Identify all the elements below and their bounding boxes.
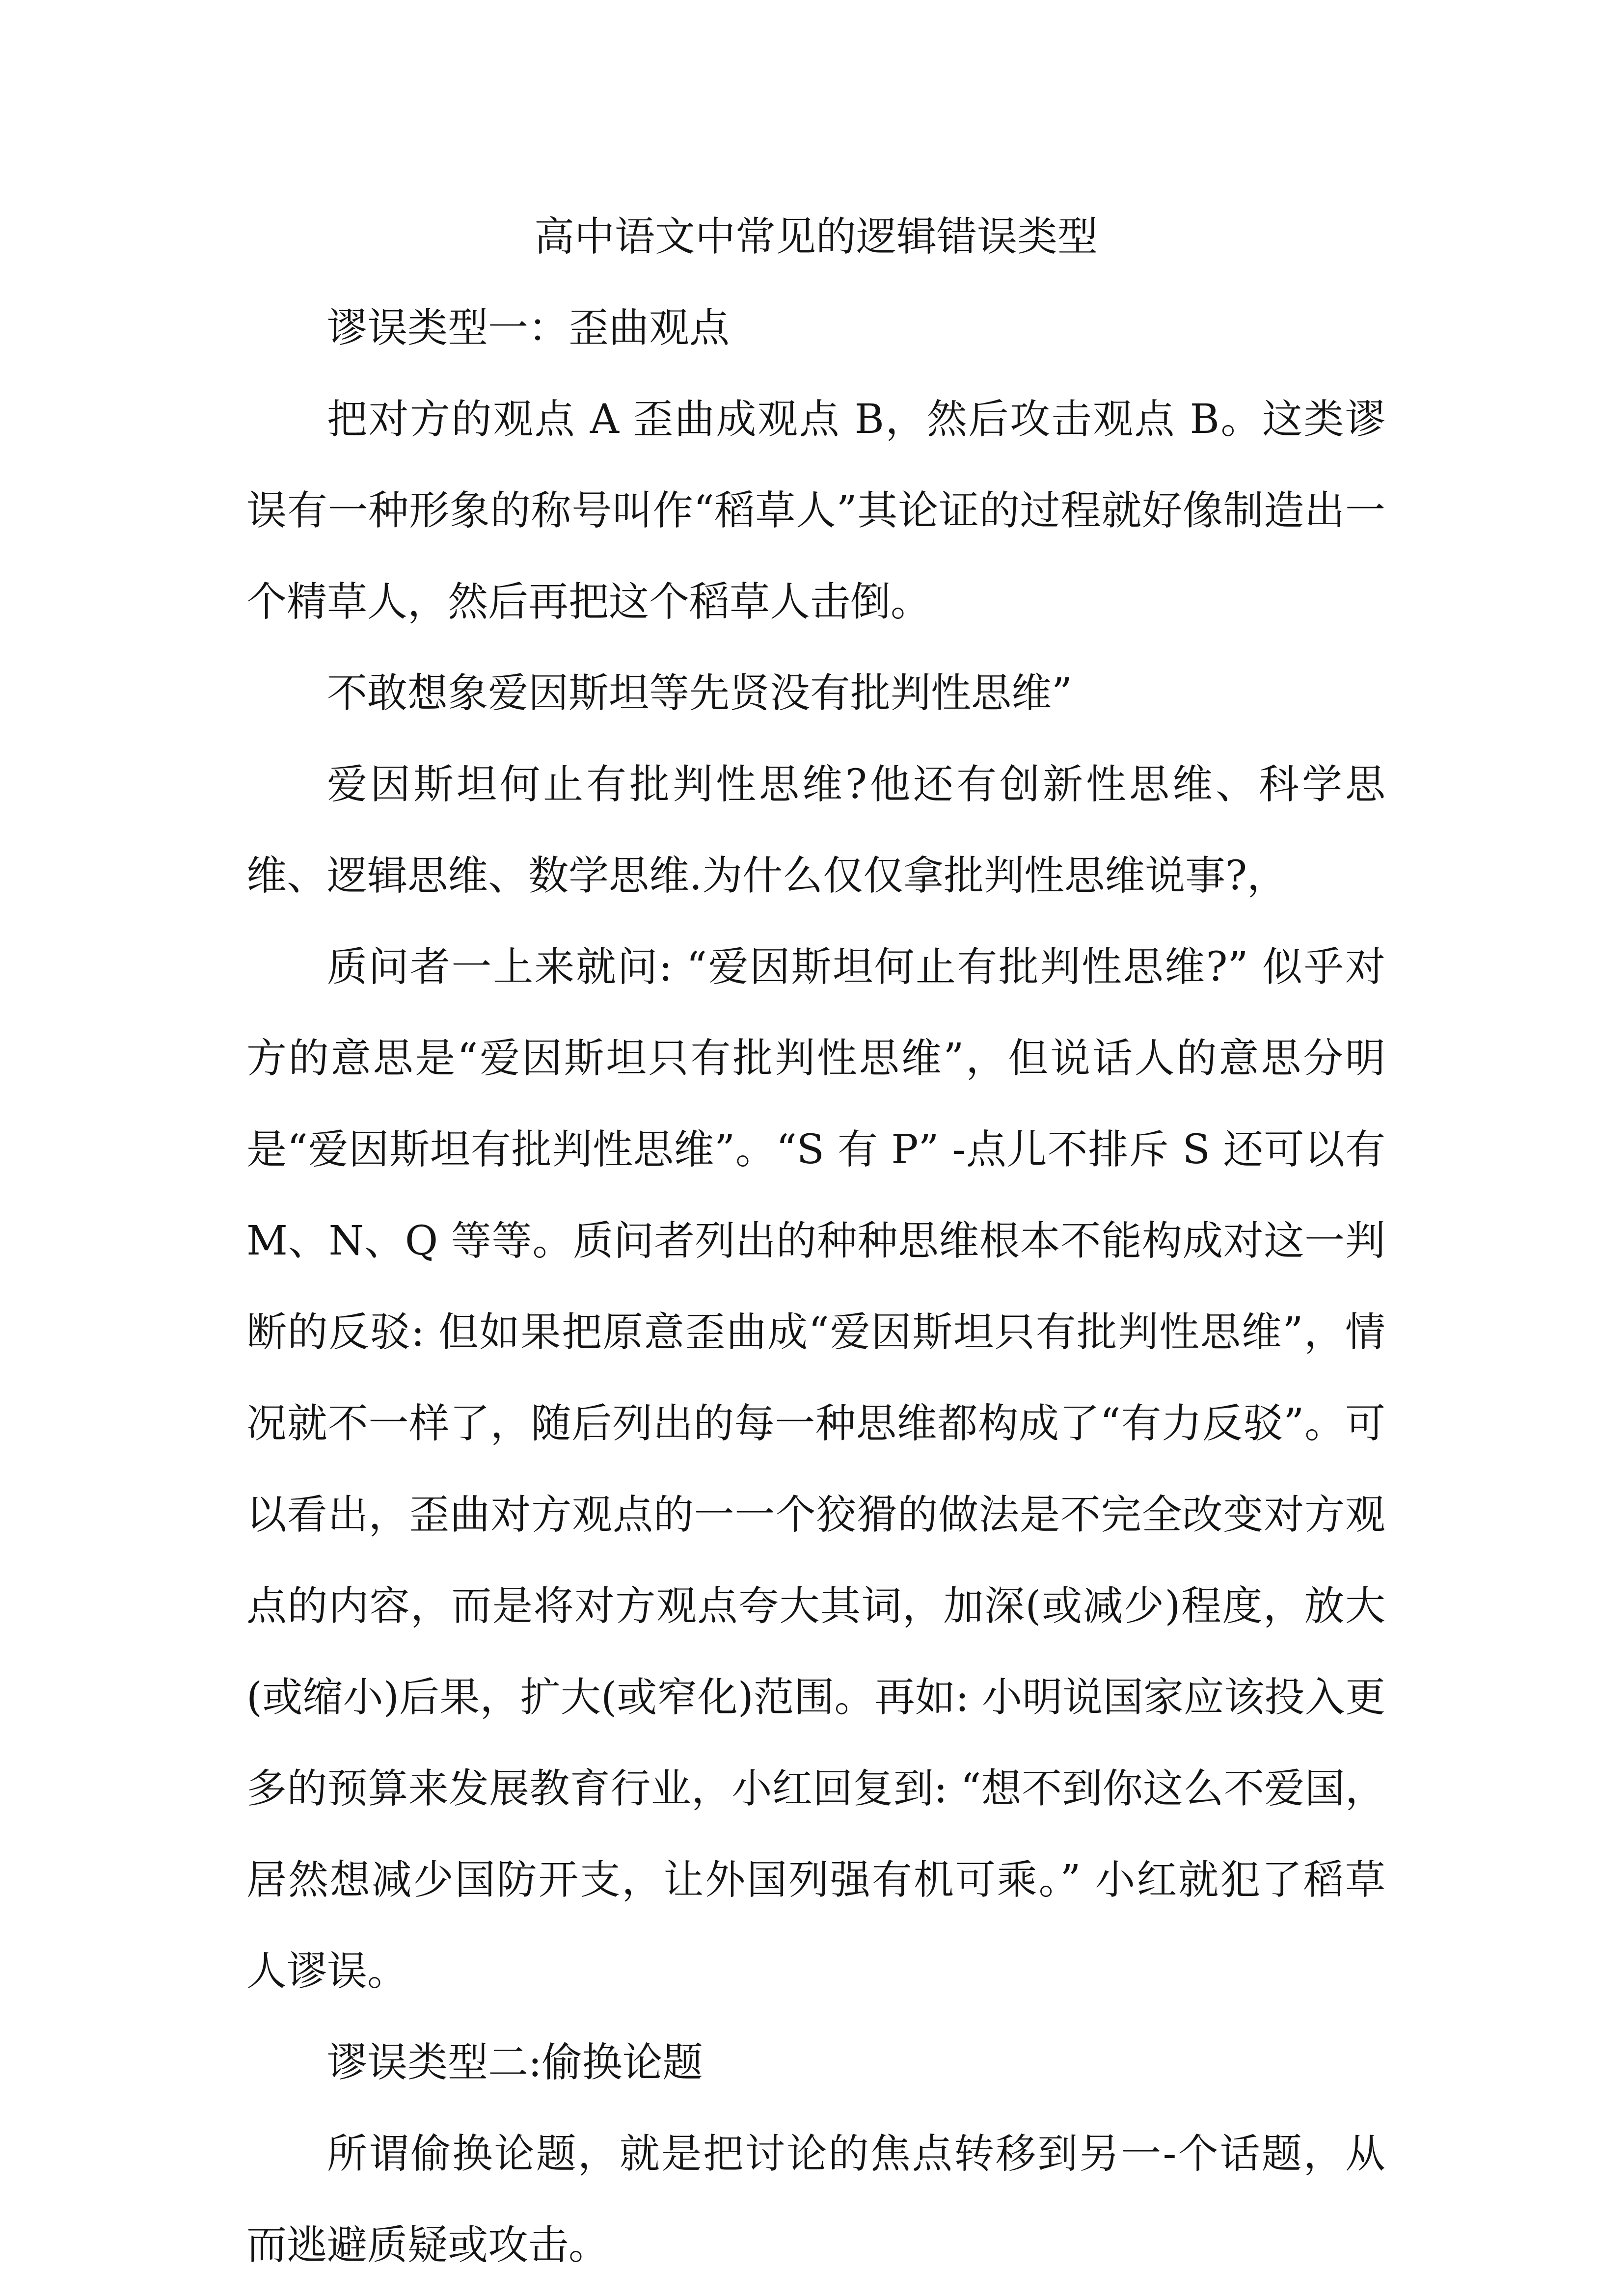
- document-body: [246, 191, 1385, 2291]
- page-title: 高中语文中常见的逻辑错误类型: [534, 214, 1098, 260]
- paragraph-analysis: 质问者一上来就问: “爱因斯坦何止有批判性思维?” 似乎对方的意思是“爱因斯坦只有批判性思维”，但说话人的意思分明是“爱因斯坦有批判性思维”。“S 有 P” -点儿不排斥 S 还可以有 M、N、Q 等等。质问者列出的种种思维根本不能构成对这一判断的反驳: 但如果把原意歪曲成“爱因斯坦只有批判性思维”，情况就不一样了，随后列出的每一种思维都构成了“有力反驳”。可以看出，歪曲对方观点的一一个狡猾的做法是不完全改变对方观点的内容，而是将对方观点夸大其词，加深(或减少)程度，放大(或缩小)后果，扩大(或窄化)范围。再如: 小明说国家应该投入更多的预算来发展教育行业，小红回复到: “想不到你这么不爱国，居然想减少国防开支，让外国列强有机可乘。” 小红就犯了稻草人谬误。: [246, 944, 1385, 1995]
- paragraph-topic-shift-definition: 所谓偷换论题，就是把讨论的焦点转移到另一-个话题，从而逃避质疑或攻击。: [246, 2131, 1385, 2269]
- paragraph-quote: 不敢想象爱因斯坦等先贤没有批判性思维”: [327, 670, 1072, 717]
- paragraph-question: 爱因斯坦何止有批判性思维?他还有创新性思维、科学思维、逻辑思维、数学思维.为什么仅仅拿批判性思维说事?，: [246, 761, 1385, 899]
- section-heading-fallacy-1: 谬误类型一：歪曲观点: [327, 305, 730, 351]
- paragraph-strawman-definition: 把对方的观点 A 歪曲成观点 B，然后攻击观点 B。这类谬误有一种形象的称号叫作“稻草人”其论证的过程就好像制造出一个精草人，然后再把这个稻草人击倒。: [246, 396, 1385, 625]
- section-heading-fallacy-2: 谬误类型二:偷换论题: [327, 2039, 703, 2086]
